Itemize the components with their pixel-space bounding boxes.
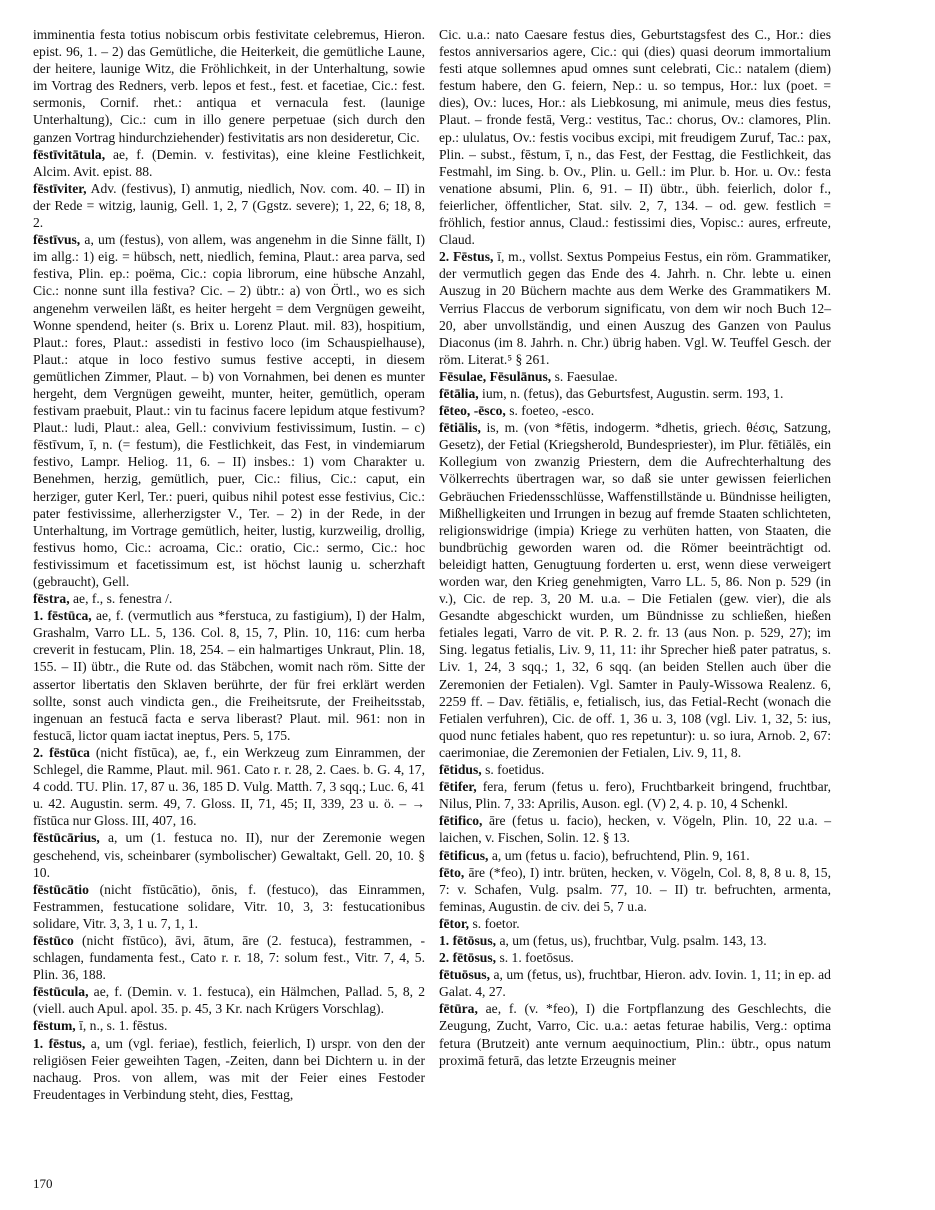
dictionary-entry [439,419,831,761]
entry-headword: fēstūcula, [33,984,89,1000]
entry-text: ae, f., s. fenestra /. [73,591,173,607]
entry-headword: fētūra, [439,1001,478,1017]
entry-headword: 1. fēstus, [33,1035,86,1051]
entry-headword: Fēsulae, Fēsulānus, [439,368,552,384]
entry-text: a, um (festus), von allem, was angenehm in die Sinne fällt, I) im allg.: 1) eig. = hübsch, nett, niedlich, femina, Plaut.: area parva, sed festiva, Plin. ep.: poëma, Cic.: copia librorum, eine hübsche Anzahl, Cic.: nonne sunt illa festiva? Cic. – 2) übtr.: a) von Örtl., wo es sich angenehm verweilen läßt, es heiter hergeht = dem Vergnügen geweiht, Wonne spendend, heiter (s. Brix u. Lorenz Plaut. mil. 83), hospitium, Plaut.: fores, Plaut.: assedisti in festivo loco (im Schauspielhause), Plaut.: atque in loco festivo sumus festive accepti, in diesem gemütlichen Zimmer, Plaut. – b) von Vornahmen, bei denen es munter hergeht, dem Vergnügen geweiht, munter, heiter, gemütlich, operam festivam praebuit, Plaut.: vin tu facinus facere lepidum atque festivum? Plaut.: ludi, Plaut.: alea, Gell.: convivium festivissimum, Iustin. – c) fēstīvum, ī, n. (= festum), die Festlichkeit, das Fest, in vindemiarum festivo, Lampr. Heliog. 11, 6. – II) insbes.: 1) vom Charakter u. Benehmen, herzig, gemütlich, puer, Cic.: filius, Cic.: caput, ein herziger, guter Kerl, Ter.: pueri, quibus nihil potest esse festivius, Cic.: pater festivissime, allerherzigster V., Ter. – 2) in der Rede, in der Unterhaltung, im Vortrage gemütlich, heiter, lustig, kurzweilig, drollig, festivus homo, Cic.: acroama, Cic.: oratio, Cic.: sermo, Cic.: hoc festivissimum et facetissimum est, ist höchst launig u. scherzhaft (gebraucht), Gell. [33,232,425,589]
dictionary-entry [33,180,425,231]
dictionary-entry [439,385,831,402]
entry-text: is, m. (von *fētis, indogerm. *dhetis, griech. θέσις, Satzung, Gesetz), der Fetial (Kriegsherold, Bundespriester), im Plur. fētiālēs, ein Kollegium von zwanzig Priestern, dem die Aufrechterhaltung des Völkerrechts übertragen war, so daß sie unter gewissen feierlichen Gebräuchen Friedensschlüsse, Waffenstillstände u. Bündnisse heiligten, Mißhelligkeiten und Irrungen in bezug auf fremde Staaten schlichteten, religionswidrige (impia) Kriege zu verhüten hatten, von Staaten, die bundbrüchig geworden waren od. die Römer beeinträchtigt od. beleidigt hatten, Genugtuung forderten u. erst, wenn diese verweigert worden war, den Krieg genehmigten, Varro LL. 5, 86. Non p. 529 (in v.), Cic. de rep. 3, 20 M. u.a. – Die Fetialen (gew. vier), die als Gesandte abgeschickt wurden, um Bündnisse zu schließen, hießen fetiales legati, Varro de vit. P. R. 2. fr. 13 (aus Non. p. 529, 27); im Sing. legatus fetialis, Liv. 9, 11, 11: ihr Sprecher hieß pater patratus, s. Liv. 1, 24, 3 sqq.; 1, 32, 6 sqq. (an beiden Stellen auch über die Zeremonien der Fetialen). Vgl. Samter in Pauly-Wissowa Realenz. 6, 2259 ff. – Dav. fētiālis, e, fetialisch, ius, das Fetial-Recht (wonach die Fetialen verfuhren), Cic. de off. 1, 36 u. 3, 108 (vgl. Liv. 1, 32, 5: ius, quod nunc fetiales habent, quo res repetuntur): u. so iura, Arnob. 2, 67: caerimoniae, die Zeremonien der Fetialen, Liv. 9, 11, 8. [439,420,831,760]
entry-text: s. foeteo, -esco. [509,403,595,419]
entry-headword: 1. fētōsus, [439,932,497,948]
entry-text: ium, n. (fetus), das Geburtsfest, Augustin. serm. 193, 1. [482,385,784,401]
entry-headword: fētificus, [439,847,489,863]
entry-text: ae, f. (Demin. v. 1. festuca), ein Hälmchen, Pallad. 5, 8, 2 (viell. auch Apul. apol. 35. p. 45, 3 Kr. nach Krügers Vorschlag). [33,984,425,1017]
entry-text: a, um (fetus, us), fruchtbar, Vulg. psalm. 143, 13. [499,932,767,948]
entry-headword: fēstūcārius, [33,830,100,846]
dictionary-entry [33,590,425,607]
dictionary-entry [439,761,831,778]
entry-headword: fētiālis, [439,420,481,436]
dictionary-entry [439,915,831,932]
entry-headword: fētor, [439,915,470,931]
entry-text: āre (fetus u. facio), hecken, v. Vögeln, Plin. 10, 22 u.a. – laichen, v. Fischen, Solin. 12. § 13. [439,813,831,846]
entry-headword: fētuōsus, [439,967,490,983]
entry-text: āre (*feo), I) intr. brüten, hecken, v. Vögeln, Col. 8, 8, 8 u. 8, 15, 7: v. Schafen, Vulg. psalm. 77, 10. – II) tr. befruchten, armenta, feminas, Augustin. de civ. dei 5, 7 u.a. [439,864,831,914]
right-column [439,26,831,1069]
entry-headword: fēstīvus, [33,232,81,248]
entry-headword: fēto, [439,864,465,880]
entry-headword: fēstīviter, [33,180,87,196]
dictionary-entry [439,778,831,812]
entry-headword: fēstūcātio [33,881,89,897]
entry-text: a, um (1. festuca no. II), nur der Zeremonie wegen geschehend, vis, scheinbarer (symbolischer) Gewaltakt, Gell. 20, 10. § 10. [33,830,425,880]
dictionary-entry [439,402,831,419]
entry-headword: 2. fēstūca [33,744,90,760]
dictionary-entry [439,932,831,949]
dictionary-entry [33,983,425,1017]
entry-text: (nicht fīstūco), āvi, ātum, āre (2. festuca), festrammen, -schlagen, fundamenta fest., Cato r. r. 18, 7: solum fest., Vitr. 7, 4, 5. Plin. 36, 188. [33,932,425,983]
dictionary-entry: imminentia festa totius nobiscum orbis festivitate celebremus, Hieron. epist. 96, 1. – 2) das Gemütliche, die Heiterkeit, die gemütliche Laune, der heitere, launige Witz, die Fröhlichkeit, in der Unterhaltung, sowie im Vortrag des Redners, verb. lepos et fest., fest. et facetiae, Cic.: fest. sermonis, Cornif. rhet.: antiqua et vernacula fest. (launige Unterhaltung), Cic.: cum in illo genere perpetuae (sich durch den ganzen Vortrag hindurchziehender) festivitatis ars non desideretur, Cic. [33,27,425,145]
dictionary-entry [439,949,831,966]
entry-text: s. Faesulae. [554,368,618,384]
entry-text: a, um (fetus, us), fruchtbar, Hieron. adv. Iovin. 1, 11; in ep. ad Galat. 4, 27. [439,967,831,1000]
entry-text: ī, m., vollst. Sextus Pompeius Festus, ein röm. Grammatiker, der vermutlich gegen das Ende des 4. Jahrh. n. Chr. lebte u. einen Auszug in 20 Büchern machte aus dem Werke des Grammatikers M. Verrius Flaccus de verborum significatu, von dem wir noch Buch 12–20, aber unvollständig, und einen Auszug des Ganzen von Paulus Diaconus (im 8. Jahrh. n. Chr.) übrig haben. Vgl. W. Teuffel Gesch. der röm. Literat.⁵ § 261. [439,249,831,367]
entry-text: fera, ferum (fetus u. fero), Fruchtbarkeit bringend, fruchtbar, Nilus, Plin. 7, 33: Aprilis, Auson. egl. (V) 2, 4. p. 10, 4 Schenkl. [439,779,831,812]
entry-headword: 2. fētōsus, [439,950,497,966]
dictionary-entry [439,812,831,846]
entry-text: Adv. (festivus), I) anmutig, niedlich, Nov. com. 40. – II) in der Rede = witzig, launig, Gell. 1, 2, 7 (Ggstz. severe); 1, 22, 6; 18, 8, 2. [33,180,425,231]
dictionary-entry [33,146,425,180]
entry-headword: 2. Fēstus, [439,249,494,265]
dictionary-entry [439,1000,831,1068]
dictionary-entry [439,368,831,385]
entry-headword: fēstīvitātula, [33,146,106,162]
entry-headword: 1. fēstūca, [33,608,92,624]
dictionary-entry [33,607,425,744]
dictionary-entry: Cic. u.a.: nato Caesare festus dies, Geburtstagsfest des C., Hor.: dies festos anniversarios agere, Cic.: qui (dies) quasi deorum immortalium festi atque sollemnes apud omnes sunt celebrati, Cic.: natalem (diem) festum habere, den G. feiern, Nep.: u. so tempus, Hor.: lux (poet. = dies), Ov.: luces, Hor.: als Liebkosung, mi animule, meus dies festus, Plaut. – fronde festā, Verg.: vestitus, Tac.: chorus, Ov.: clamores, Plin. ep.: ululatus, Ov.: festis vocibus excipi, mit freudigem Zuruf, Tac.: pax, Plin. – subst., fēstum, ī, n., das Fest, der Festtag, die Festlichkeit, das Festmahl, im Sing. b. Ov., Plin. u. Gell.: im Plur. b. Hor. u. Ov.: festa venatione absumi, Plin. 6, 91. – II) übtr., übh. feierlich, dolor f., feierlicher, öffentlicher, Stat. silv. 2, 7, 134. – od. gew. festlich = fröhlich, festior annus, Claud.: festissimi dies, Vopisc.: aures, erfreute, Claud. [439,27,831,248]
dictionary-entry [439,847,831,864]
dictionary-entry [33,881,425,932]
dictionary-entry [33,744,425,829]
entry-text: a, um (fetus u. facio), befruchtend, Plin. 9, 161. [491,847,750,863]
entry-headword: fēstūco [33,932,74,948]
dictionary-entry [33,932,425,983]
entry-text: a, um (vgl. feriae), festlich, feierlich, I) urspr. von den der religiösen Feier geweihten Tagen, -Zeiten, dann bei Dichtern u. in der nachaug. Pros. von allem, was mit der Feier eines Festoder Freudentages in Verbindung steht, dies, Festtag, [33,1035,425,1102]
dictionary-entry [33,1035,425,1103]
entry-headword: fēstra, [33,591,70,607]
entry-headword: fētidus, [439,762,482,778]
dictionary-entry [439,248,831,368]
dictionary-entry [439,864,831,915]
entry-text: ī, n., s. 1. fēstus. [79,1018,168,1034]
page-number: 170 [33,1176,53,1191]
entry-text: ae, f. (v. *feo), I) die Fortpflanzung des Geschlechts, die Zeugung, Zucht, Varro, Cic. u.a.: aetas feturae habilis, Verg.: optima fetura (Brutzeit) ante vernum aequinoctium, Plin.: übtr., opus natum proximā feturā, das letzte Erzeugnis meiner [439,1001,831,1068]
entry-text: s. foetidus. [485,762,545,778]
entry-text: ae, f. (Demin. v. festivitas), eine kleine Festlichkeit, Alcim. Avit. epist. 88. [33,146,425,179]
dictionary-entry [439,966,831,1000]
dictionary-entry [33,231,425,590]
entry-headword: fētifer, [439,779,477,795]
entry-text: ae, f. (vermutlich aus *ferstuca, zu fastigium), I) der Halm, Grashalm, Varro LL. 5, 136. Col. 8, 15, 7, Plin. 10, 116: cum herba creverit in festucam, Plin. 18, 254. – ein halmartiges Unkraut, Plin. 18, 155. – II) übtr., die Rute od. das Stäbchen, womit nach röm. Sitte der assertor libertatis den Sklaven berührte, der für frei erklärt werden sollte, sonst auch vindicta gen., die Freiheitsrute, der Freiheitsstab, ingenuan an festucā facta e serva liberast? Plaut. mil. 961: non in festucā, lictor quam iactat ineptus, Pers. 5, 175. [33,608,425,743]
left-column [33,26,425,1103]
entry-headword: fētālia, [439,385,479,401]
entry-text: s. 1. foetōsus. [499,950,574,966]
dictionary-entry [33,829,425,880]
entry-text: s. foetor. [472,915,520,931]
entry-text: (nicht fīstūcātio), ōnis, f. (festuco), das Einrammen, Festrammen, festucatione solidare, Vitr. 10, 3, 3: festucationibus solidare, Vitr. 3, 3, 1 u. 7, 1, 1. [33,881,426,931]
entry-headword: fētifico, [439,813,483,829]
entry-headword: fēteo, -ēsco, [439,403,506,419]
entry-text: (nicht fīstūca), ae, f., ein Werkzeug zum Einrammen, der Schlegel, die Ramme, Plaut. mil. 961. Cato r. r. 28, 2. Caes. b. G. 4, 17, 4 codd. TU. Plin. 17, 87 u. 36, 185 D. Vulg. Matth. 7, 3 sqq.; Luc. 6, 41 u. 42. Augustin. serm. 49, 7. Gloss. II, 71, 45; II, 339, 23 u. ö. – → fīstūca nur Gloss. III, 407, 16. [33,744,425,829]
entry-headword: fēstum, [33,1018,76,1034]
dictionary-entry [33,1017,425,1034]
